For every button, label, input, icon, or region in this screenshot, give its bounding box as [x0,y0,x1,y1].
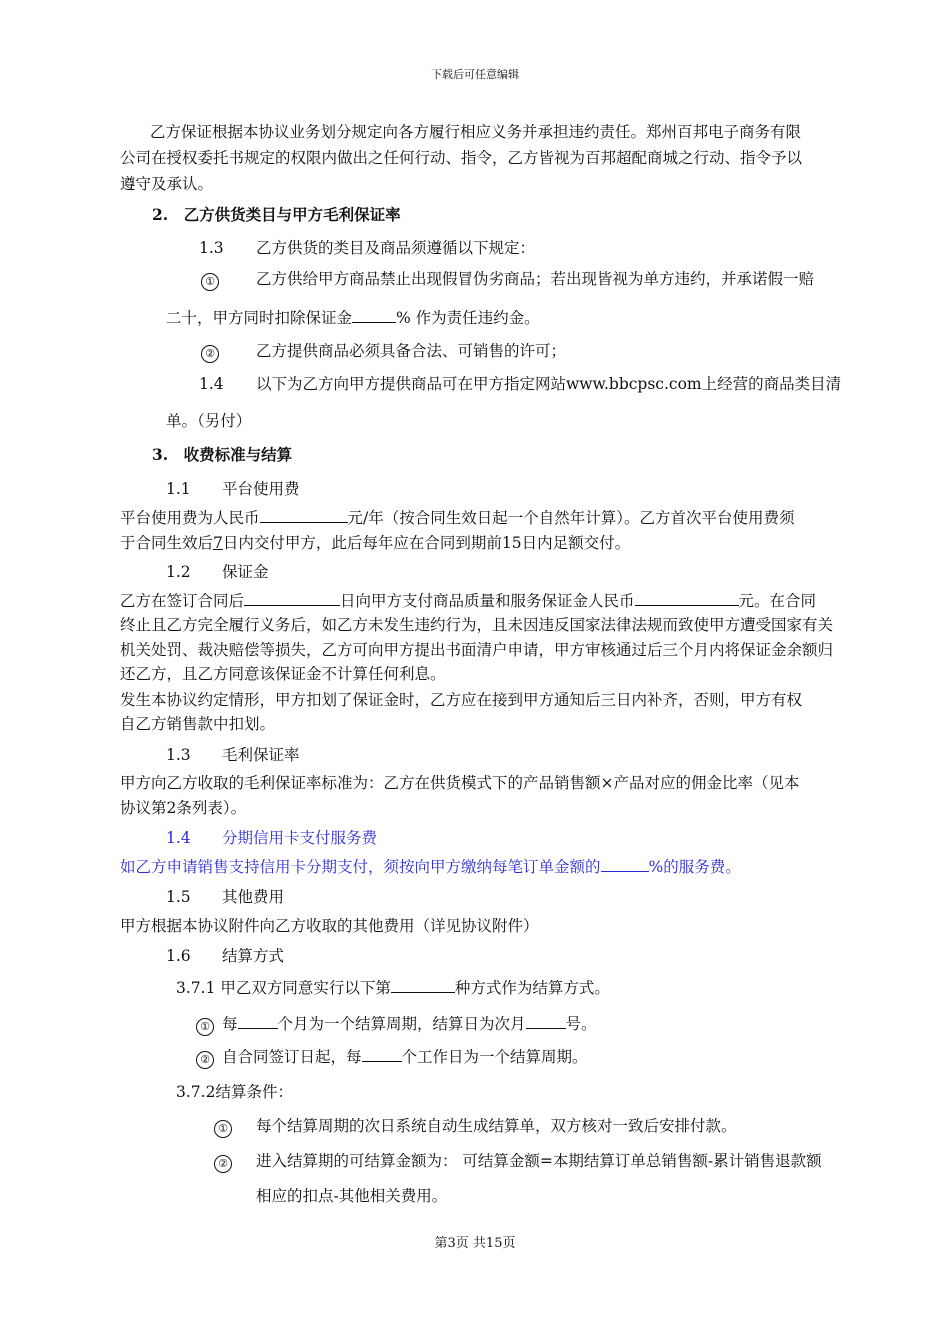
platform-fee-line-1 [120,506,795,530]
margin-rate-line-1: 甲方向乙方收取的毛利保证率标准为：乙方在供货模式下的产品销售额×产品对应的佣金比率（见本 [120,774,800,792]
option-2-line [222,1045,588,1069]
deposit-para2-line-1: 发生本协议约定情形，甲方扣划了保证金时，乙方应在接到甲方通知后三日内补齐，否则，甲方有权 [120,691,803,709]
circled-number-2c: ② [214,1155,232,1173]
intro-line-2: 公司在授权委托书规定的权限内做出之任何行动、指令，乙方皆视为百邦超配商城之行动、指令予以 [120,149,803,167]
item-1-4b-number: 1.4 [166,829,191,847]
item-1-4-line-1: 以下为乙方向甲方提供商品可在甲方指定网站www.bbcpsc.com上经营的商品类目清 [256,375,842,393]
other-fees-line: 甲方根据本协议附件向乙方收取的其他费用（详见协议附件） [120,917,539,935]
deposit-text-c: 元。在合同 [738,592,817,610]
option-1-text-a: 每 [222,1015,238,1033]
platform-fee-text-d: 日内交付甲方，此后每年应在合同到期前15日内足额交付。 [222,534,631,552]
clause-2-text: 乙方提供商品必须具备合法、可销售的许可； [256,342,567,360]
deposit-text-b: 日向甲方支付商品质量和服务保证金人民币 [340,592,635,610]
installment-fee-text-a: 如乙方申请销售支持信用卡分期支付，须按向甲方缴纳每笔订单金额的 [120,858,601,876]
deposit-line-3: 机关处罚、裁决赔偿等损失，乙方可向甲方提出书面清户申请，甲方审核通过后三个月内将保证金余额归 [120,641,834,659]
item-1-3b-number: 1.3 [166,746,191,764]
page-header: 下载后可任意编辑 [431,68,519,81]
item-1-1-number: 1.1 [166,480,191,498]
clause-1-text-a: 二十，甲方同时扣除保证金 [166,309,353,327]
item-1-5-title: 其他费用 [222,888,285,906]
deposit-line-1 [120,589,816,613]
blank-installment-fee-percent[interactable] [601,855,649,872]
settlement-method-text-a: 3.7.1 甲乙双方同意实行以下第 [176,979,391,997]
section-3-heading: 3. 收费标准与结算 [152,445,293,464]
circled-number-2: ② [201,345,219,363]
deposit-para2-line-2: 自乙方销售款中扣划。 [120,715,276,733]
option-2-text-b: 个工作日为一个结算周期。 [401,1048,588,1066]
item-1-6-title: 结算方式 [222,947,285,965]
circled-number-1c: ① [214,1120,232,1138]
settlement-method-text-b: 种方式作为结算方式。 [454,979,610,997]
installment-fee-text-b: %的服务费。 [648,858,741,876]
circled-number-1: ① [201,273,219,291]
option-2-text-a: 自合同签订日起，每 [222,1048,362,1066]
settlement-3-7-1 [176,976,610,1000]
condition-2-line-2: 相应的扣点-其他相关费用。 [256,1187,448,1205]
clause-1-text-b: % 作为责任违约金。 [396,309,540,327]
condition-2-line-1: 进入结算期的可结算金额为： 可结算金额=本期结算订单总销售额-累计销售退款额 [256,1152,822,1170]
page-footer: 第3页 共15页 [434,1236,516,1251]
installment-fee-line [120,855,741,879]
blank-settlement-method[interactable] [391,976,455,993]
blank-settlement-day[interactable] [526,1012,566,1029]
circled-number-1b: ① [196,1018,214,1036]
blank-penalty-percent[interactable] [352,306,396,323]
margin-rate-line-2: 协议第2条列表）。 [120,799,247,817]
blank-cycle-months[interactable] [238,1012,278,1029]
item-1-3-text: 乙方供货的类目及商品须遵循以下规定： [256,239,536,257]
circled-number-2b: ② [196,1051,214,1069]
clause-1-line-1: 乙方供给甲方商品禁止出现假冒伪劣商品；若出现皆视为单方违约，并承诺假一赔 [256,270,815,288]
platform-fee-text-b: 元/年（按合同生效日起一个自然年计算）。乙方首次平台使用费须 [347,509,795,527]
item-1-4-line-2: 单。（另付） [166,412,252,430]
option-1-text-c: 号。 [565,1015,597,1033]
intro-line-1: 乙方保证根据本协议业务划分规定向各方履行相应义务并承担违约责任。郑州百邦电子商务有限 [150,123,802,141]
blank-cycle-workdays[interactable] [362,1045,402,1062]
item-1-4-number: 1.4 [199,375,224,393]
platform-fee-text-a: 平台使用费为人民币 [120,509,260,527]
platform-fee-text-c: 于合同生效后 [120,534,214,552]
section-2-heading: 2. 乙方供货类目与甲方毛利保证率 [152,205,401,224]
deposit-line-2: 终止且乙方完全履行义务后，如乙方未发生违约行为，且未因违反国家法律法规而致使甲方遭受国家有关 [120,616,834,634]
item-1-3b-title: 毛利保证率 [222,746,300,764]
option-1-text-b: 个月为一个结算周期，结算日为次月 [277,1015,526,1033]
item-1-6-number: 1.6 [166,947,191,965]
deposit-text-a: 乙方在签订合同后 [120,592,245,610]
deposit-line-4: 还乙方，且乙方同意该保证金不计算任何利息。 [120,665,446,683]
item-1-2-number: 1.2 [166,563,191,581]
blank-platform-fee-amount[interactable] [260,506,348,523]
condition-1-text: 每个结算周期的次日系统自动生成结算单，双方核对一致后安排付款。 [256,1117,737,1135]
item-1-5-number: 1.5 [166,888,191,906]
blank-deposit-amount[interactable] [635,589,739,606]
settlement-3-7-2: 3.7.2结算条件： [176,1083,293,1101]
item-1-1-title: 平台使用费 [222,480,300,498]
item-1-3-number: 1.3 [199,239,224,257]
blank-deposit-days[interactable] [244,589,340,606]
payment-days-value: 7 [213,534,223,552]
clause-1-line-2 [166,306,540,330]
item-1-2-title: 保证金 [222,563,269,581]
option-1-line [222,1012,597,1036]
intro-line-3: 遵守及承认。 [120,175,214,193]
platform-fee-line-2 [120,531,630,555]
item-1-4b-title: 分期信用卡支付服务费 [222,829,378,847]
